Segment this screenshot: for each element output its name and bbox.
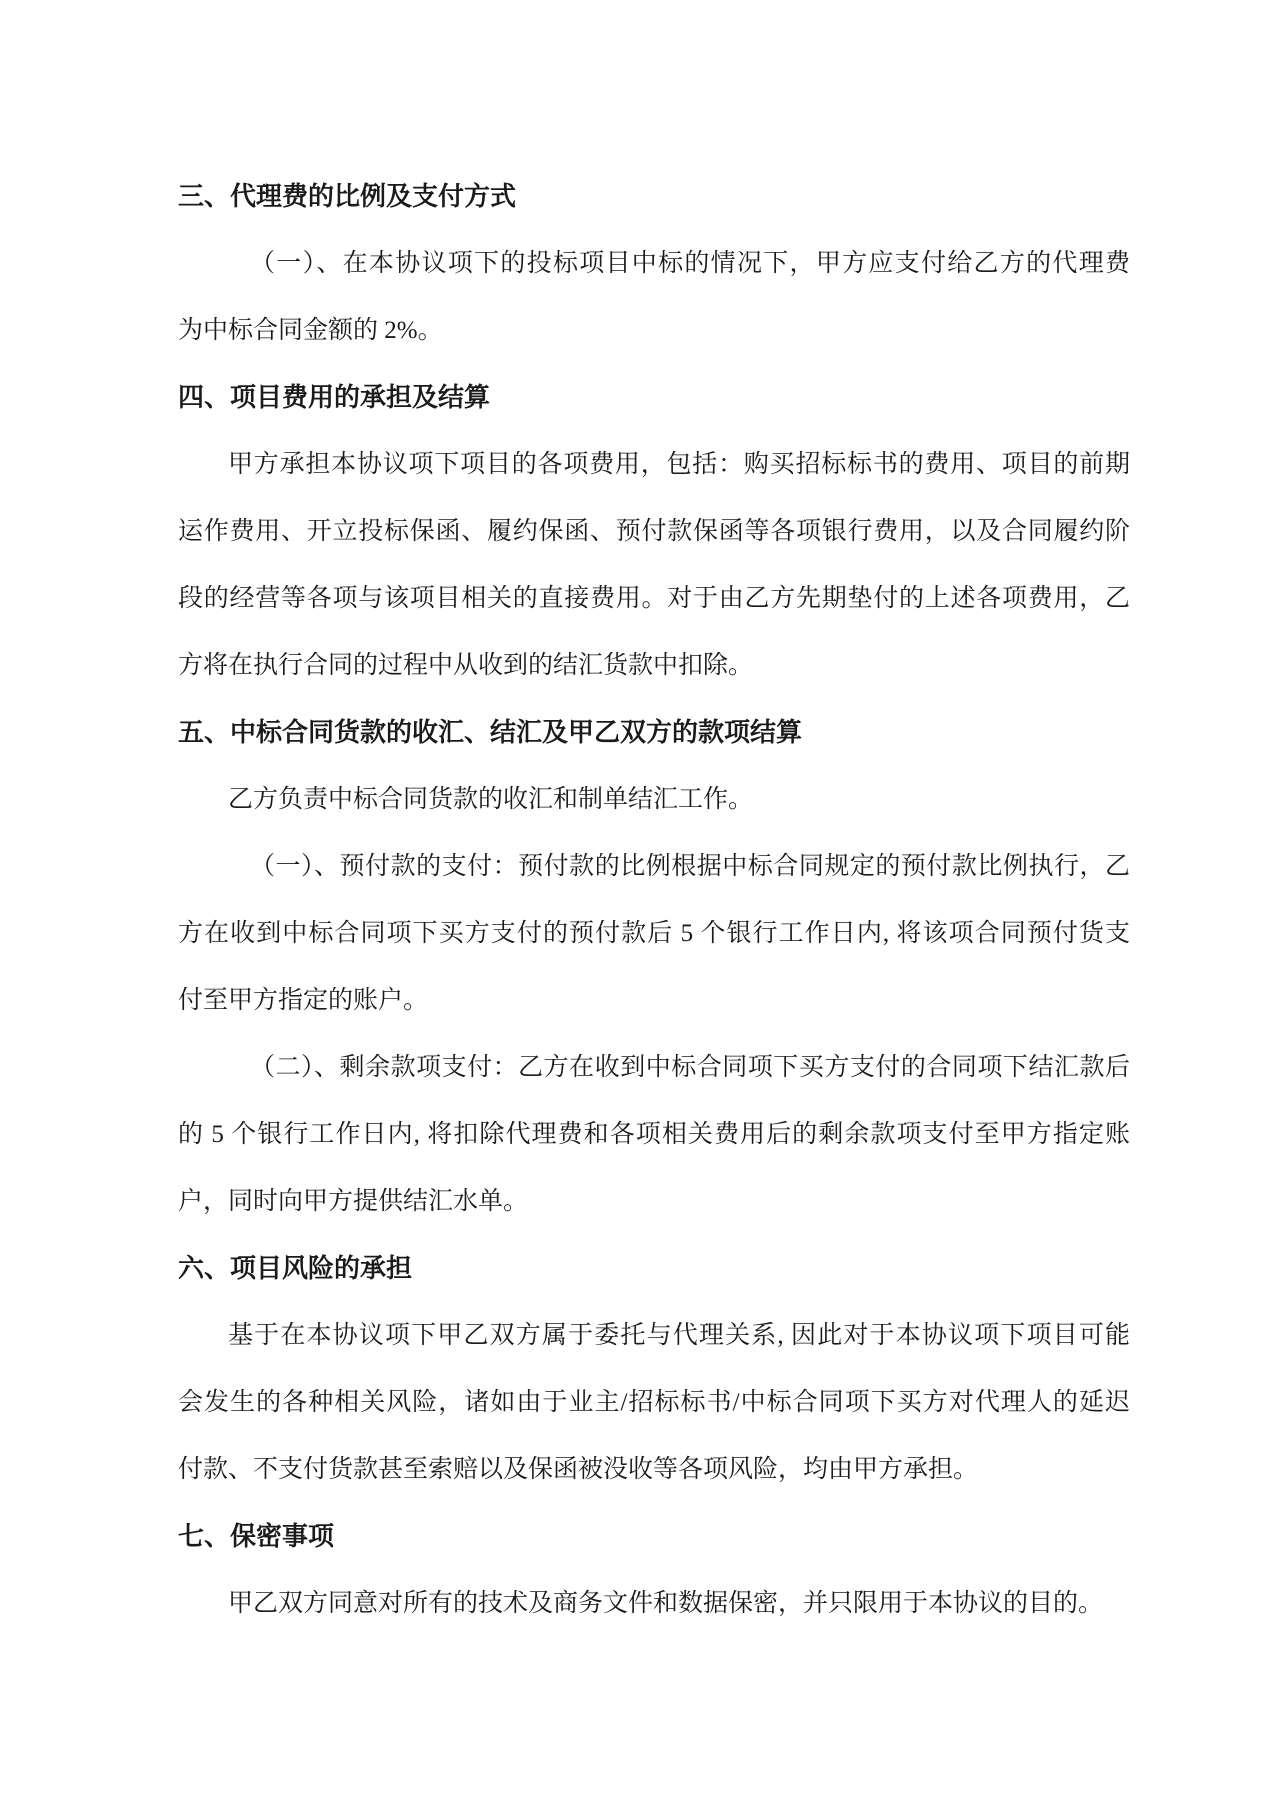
paragraph-line: 基于在本协议项下甲乙双方属于委托与代理关系, 因此对于本协议项下项目可能	[228, 1322, 1130, 1349]
section-heading-4: 四、项目费用的承担及结算	[178, 383, 491, 412]
section-heading-5: 五、中标合同货款的收汇、结汇及甲乙双方的款项结算	[178, 718, 803, 747]
paragraph-line: 乙方负责中标合同货款的收汇和制单结汇工作。	[228, 786, 754, 813]
paragraph-line: （一）、预付款的支付：预付款的比例根据中标合同规定的预付款比例执行，乙	[250, 853, 1130, 880]
paragraph-line: 会发生的各种相关风险，诸如由于业主/招标标书/中标合同项下买方对代理人的延迟	[178, 1389, 1130, 1416]
paragraph-line: 甲乙双方同意对所有的技术及商务文件和数据保密，并只限用于本协议的目的。	[228, 1590, 1104, 1617]
paragraph-line: 付款、不支付货款甚至索赔以及保函被没收等各项风险，均由甲方承担。	[178, 1456, 979, 1483]
paragraph-line: 甲方承担本协议项下项目的各项费用，包括：购买招标标书的费用、项目的前期	[228, 451, 1130, 478]
paragraph-line: （二）、剩余款项支付：乙方在收到中标合同项下买方支付的合同项下结汇款后	[250, 1054, 1130, 1081]
paragraph-line: 的 5 个银行工作日内, 将扣除代理费和各项相关费用后的剩余款项支付至甲方指定账	[178, 1121, 1130, 1148]
paragraph-line: 方在收到中标合同项下买方支付的预付款后 5 个银行工作日内, 将该项合同预付货支	[178, 920, 1130, 947]
paragraph-line: 方将在执行合同的过程中从收到的结汇货款中扣除。	[178, 652, 754, 679]
section-heading-3: 三、代理费的比例及支付方式	[178, 182, 517, 211]
section-heading-7: 七、保密事项	[178, 1522, 335, 1551]
section-heading-6: 六、项目风险的承担	[178, 1254, 413, 1283]
paragraph-line: 运作费用、开立投标保函、履约保函、预付款保函等各项银行费用，以及合同履约阶	[178, 518, 1130, 545]
paragraph-line: 户，同时向甲方提供结汇水单。	[178, 1188, 529, 1215]
paragraph-line: 段的经营等各项与该项目相关的直接费用。对于由乙方先期垫付的上述各项费用，乙	[178, 585, 1130, 612]
document-body	[178, 163, 1130, 1637]
paragraph-line: 付至甲方指定的账户。	[178, 987, 429, 1014]
paragraph-line: 为中标合同金额的 2%。	[178, 317, 443, 344]
paragraph-line: （一）、在本协议项下的投标项目中标的情况下，甲方应支付给乙方的代理费	[250, 250, 1130, 277]
